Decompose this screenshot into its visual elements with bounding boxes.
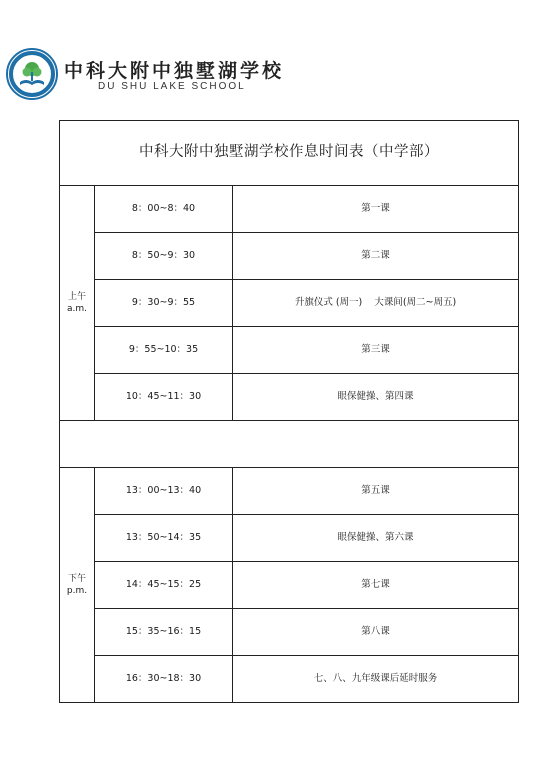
lunch-break-row — [60, 421, 519, 468]
time-cell: 14：45~15：25 — [95, 562, 233, 609]
time-cell: 16：30~18：30 — [95, 656, 233, 703]
activity-cell: 七、八、九年级课后延时服务 — [233, 656, 519, 703]
activity-cell: 第七课 — [233, 562, 519, 609]
school-name-english: DU SHU LAKE SCHOOL — [98, 81, 246, 92]
time-cell: 8：50~9：30 — [95, 233, 233, 280]
blank-separator-cell — [60, 421, 519, 468]
table-title-row — [60, 121, 519, 186]
table-title: 中科大附中独墅湖学校作息时间表（中学部） — [60, 121, 519, 186]
morning-period-label — [60, 186, 95, 421]
schedule-table — [59, 120, 519, 703]
table-row — [60, 609, 519, 656]
table-row — [60, 233, 519, 280]
time-cell: 13：50~14：35 — [95, 515, 233, 562]
afternoon-period-label — [60, 468, 95, 703]
activity-cell: 第三课 — [233, 327, 519, 374]
school-header — [6, 48, 326, 104]
morning-label-en: a.m. — [66, 304, 87, 314]
afternoon-label-en: p.m. — [66, 586, 88, 596]
activity-cell: 第二课 — [233, 233, 519, 280]
activity-cell: 第八课 — [233, 609, 519, 656]
table-row — [60, 280, 519, 327]
school-name: 中科大附中独墅湖学校 — [64, 60, 285, 82]
time-cell: 9：30~9：55 — [95, 280, 233, 327]
activity-cell: 眼保健操、第六课 — [233, 515, 519, 562]
table-row — [60, 562, 519, 609]
table-row — [60, 515, 519, 562]
activity-cell: 第五课 — [233, 468, 519, 515]
table-row — [60, 327, 519, 374]
table-row — [60, 468, 519, 515]
school-seal-icon — [6, 48, 58, 100]
time-cell: 8：00~8：40 — [95, 186, 233, 233]
time-cell: 15：35~16：15 — [95, 609, 233, 656]
time-cell: 10：45~11：30 — [95, 374, 233, 421]
activity-cell: 第一课 — [233, 186, 519, 233]
table-row — [60, 656, 519, 703]
table-row — [60, 186, 519, 233]
morning-label-cn: 上午 — [67, 291, 86, 302]
time-cell: 9：55~10：35 — [95, 327, 233, 374]
table-row — [60, 374, 519, 421]
activity-cell: 升旗仪式 (周一) 大课间(周二~周五) — [233, 280, 519, 327]
time-cell: 13：00~13：40 — [95, 468, 233, 515]
afternoon-label-cn: 下午 — [67, 573, 86, 584]
activity-cell: 眼保健操、第四课 — [233, 374, 519, 421]
